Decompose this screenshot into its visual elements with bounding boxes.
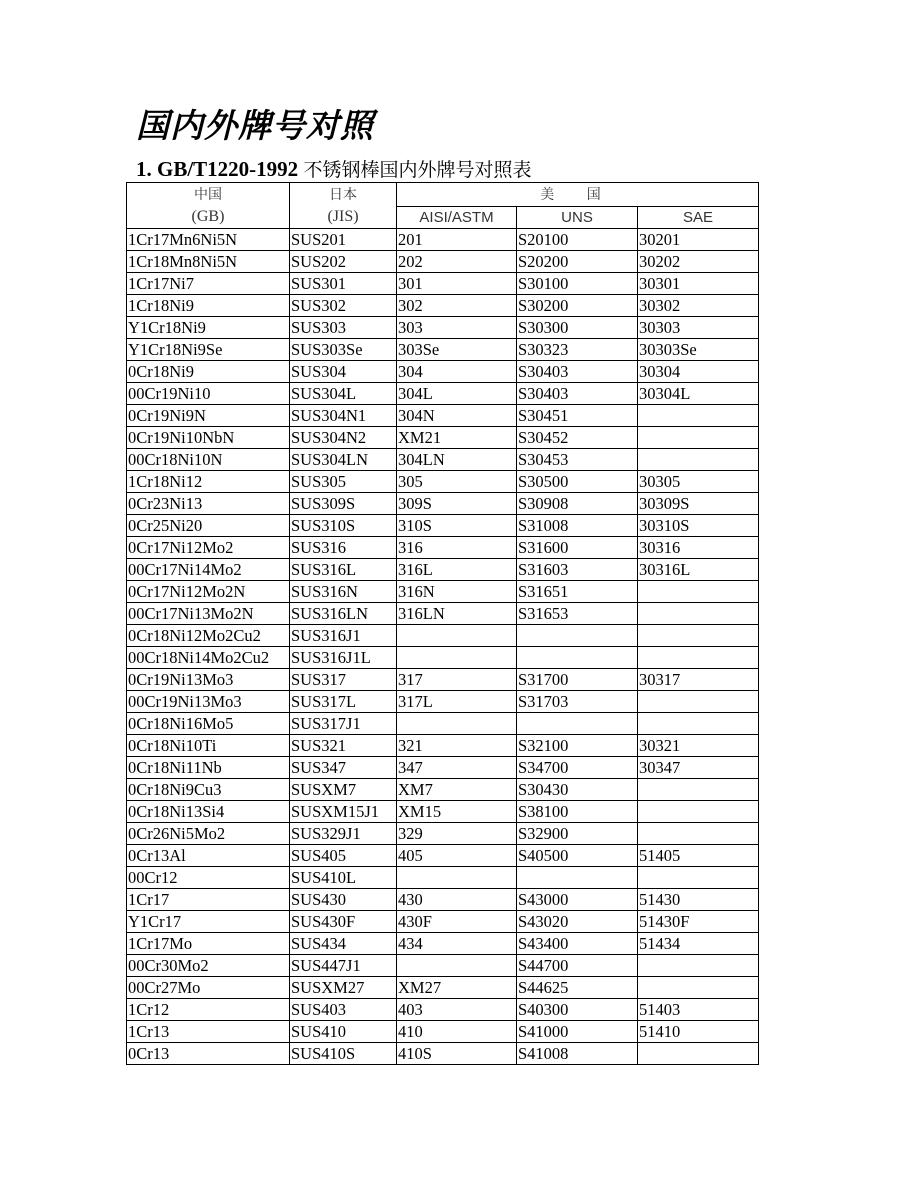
cell-jis: SUS447J1 [290,955,397,977]
cell-aisi: 301 [397,273,517,295]
cell-gb: 0Cr18Ni13Si4 [127,801,290,823]
cell-jis: SUS410S [290,1043,397,1065]
cell-gb: 0Cr18Ni10Ti [127,735,290,757]
cell-gb: 1Cr17Mn6Ni5N [127,229,290,251]
table-row [127,713,759,735]
cell-uns: S31008 [517,515,638,537]
header-japan [290,183,397,229]
cell-aisi: 303 [397,317,517,339]
cell-sae [638,647,759,669]
table-row [127,361,759,383]
cell-uns: S32100 [517,735,638,757]
cell-aisi: 316 [397,537,517,559]
cell-sae: 30347 [638,757,759,779]
table-row [127,669,759,691]
cell-uns: S30451 [517,405,638,427]
cell-jis: SUSXM7 [290,779,397,801]
cell-gb: 0Cr18Ni9 [127,361,290,383]
cell-uns: S30200 [517,295,638,317]
cell-aisi: 430 [397,889,517,911]
cell-jis: SUS309S [290,493,397,515]
table-row [127,867,759,889]
table-header [127,183,759,229]
cell-jis: SUS305 [290,471,397,493]
cell-uns: S20200 [517,251,638,273]
cell-uns [517,625,638,647]
cell-aisi: 302 [397,295,517,317]
cell-sae: 51410 [638,1021,759,1043]
cell-aisi: 430F [397,911,517,933]
cell-sae: 51405 [638,845,759,867]
cell-uns: S30403 [517,383,638,405]
cell-uns: S40500 [517,845,638,867]
cell-sae: 30316 [638,537,759,559]
cell-gb: 0Cr18Ni16Mo5 [127,713,290,735]
cell-jis: SUS329J1 [290,823,397,845]
cell-uns: S30430 [517,779,638,801]
cell-sae [638,867,759,889]
header-usa-name: 美 国 [540,187,615,203]
cell-gb: 00Cr17Ni13Mo2N [127,603,290,625]
table-caption-text: 不锈钢棒国内外牌号对照表 [303,159,532,181]
cell-uns: S30453 [517,449,638,471]
cell-jis: SUS321 [290,735,397,757]
table-row [127,735,759,757]
cell-gb: Y1Cr18Ni9Se [127,339,290,361]
cell-sae: 30304 [638,361,759,383]
cell-aisi: 316LN [397,603,517,625]
cell-uns: S40300 [517,999,638,1021]
table-row [127,691,759,713]
table-row [127,559,759,581]
cell-sae: 51403 [638,999,759,1021]
cell-jis: SUS316N [290,581,397,603]
cell-jis: SUS304 [290,361,397,383]
table-row [127,1021,759,1043]
cell-aisi: 304N [397,405,517,427]
cell-jis: SUS316 [290,537,397,559]
cell-sae: 30302 [638,295,759,317]
cell-sae: 30202 [638,251,759,273]
cell-aisi: 403 [397,999,517,1021]
header-china [127,183,290,229]
cell-sae [638,581,759,603]
table-row [127,801,759,823]
cell-jis: SUSXM27 [290,977,397,999]
cell-gb: 1Cr17 [127,889,290,911]
table-row [127,449,759,471]
cell-aisi: 316N [397,581,517,603]
table-row [127,405,759,427]
cell-aisi: 434 [397,933,517,955]
cell-sae: 30305 [638,471,759,493]
cell-sae [638,405,759,427]
cell-sae [638,449,759,471]
cell-uns: S43020 [517,911,638,933]
cell-jis: SUS434 [290,933,397,955]
cell-gb: 00Cr30Mo2 [127,955,290,977]
grade-comparison-table [126,182,759,1065]
cell-aisi: 304 [397,361,517,383]
header-china-code: (GB) [191,207,225,225]
cell-aisi [397,713,517,735]
header-japan-name: 日本 [329,186,357,203]
cell-uns: S31653 [517,603,638,625]
cell-aisi: 321 [397,735,517,757]
cell-aisi: XM21 [397,427,517,449]
cell-sae: 30309S [638,493,759,515]
cell-aisi [397,647,517,669]
cell-sae [638,691,759,713]
cell-aisi: 316L [397,559,517,581]
cell-jis: SUS301 [290,273,397,295]
cell-gb: 0Cr18Ni12Mo2Cu2 [127,625,290,647]
cell-uns: S32900 [517,823,638,845]
table-row [127,295,759,317]
cell-gb: 0Cr18Ni9Cu3 [127,779,290,801]
cell-uns: S30500 [517,471,638,493]
table-row [127,999,759,1021]
cell-gb: 00Cr27Mo [127,977,290,999]
table-row [127,823,759,845]
cell-sae [638,823,759,845]
cell-uns: S44700 [517,955,638,977]
cell-aisi [397,867,517,889]
cell-uns: S30908 [517,493,638,515]
cell-uns: S31703 [517,691,638,713]
cell-uns: S31600 [517,537,638,559]
cell-aisi: 329 [397,823,517,845]
cell-aisi: 410S [397,1043,517,1065]
cell-jis: SUS403 [290,999,397,1021]
cell-aisi: XM15 [397,801,517,823]
table-row [127,757,759,779]
cell-sae: 30310S [638,515,759,537]
table-row [127,1043,759,1065]
table-row [127,229,759,251]
cell-aisi [397,625,517,647]
cell-gb: 0Cr18Ni11Nb [127,757,290,779]
header-japan-code: (JIS) [327,207,359,225]
cell-jis: SUS405 [290,845,397,867]
table-row [127,977,759,999]
cell-uns: S30403 [517,361,638,383]
cell-aisi: 201 [397,229,517,251]
cell-jis: SUS316L [290,559,397,581]
cell-gb: 0Cr17Ni12Mo2N [127,581,290,603]
table-row [127,251,759,273]
cell-gb: 00Cr17Ni14Mo2 [127,559,290,581]
cell-sae: 30201 [638,229,759,251]
cell-sae: 51434 [638,933,759,955]
cell-gb: Y1Cr18Ni9 [127,317,290,339]
cell-uns: S41000 [517,1021,638,1043]
cell-uns: S43000 [517,889,638,911]
cell-uns: S31651 [517,581,638,603]
cell-gb: Y1Cr17 [127,911,290,933]
table-row [127,933,759,955]
cell-gb: 1Cr18Ni12 [127,471,290,493]
cell-sae [638,625,759,647]
cell-aisi: XM27 [397,977,517,999]
cell-uns: S30100 [517,273,638,295]
cell-sae: 51430 [638,889,759,911]
table-caption [136,155,531,184]
cell-jis: SUS347 [290,757,397,779]
cell-jis: SUS304LN [290,449,397,471]
cell-gb: 0Cr19Ni10NbN [127,427,290,449]
cell-gb: 00Cr19Ni13Mo3 [127,691,290,713]
cell-uns [517,867,638,889]
cell-uns: S44625 [517,977,638,999]
table-row [127,603,759,625]
cell-jis: SUS317J1 [290,713,397,735]
header-sae: SAE [638,207,759,229]
cell-uns: S30300 [517,317,638,339]
cell-jis: SUS304N1 [290,405,397,427]
cell-jis: SUS303Se [290,339,397,361]
cell-uns: S41008 [517,1043,638,1065]
table-row [127,427,759,449]
cell-sae: 30303 [638,317,759,339]
table-row [127,537,759,559]
cell-jis: SUS430F [290,911,397,933]
table-row [127,779,759,801]
table-caption-number: 1. GB/T1220-1992 [136,157,299,181]
cell-sae: 30303Se [638,339,759,361]
table-row [127,339,759,361]
cell-jis: SUS316J1L [290,647,397,669]
cell-jis: SUS202 [290,251,397,273]
table-row [127,955,759,977]
header-uns: UNS [517,207,638,229]
cell-gb: 1Cr17Ni7 [127,273,290,295]
header-usa [397,183,759,207]
cell-uns: S43400 [517,933,638,955]
cell-jis: SUS410 [290,1021,397,1043]
cell-sae [638,955,759,977]
table-row [127,273,759,295]
table-row [127,581,759,603]
cell-gb: 0Cr13Al [127,845,290,867]
cell-gb: 0Cr26Ni5Mo2 [127,823,290,845]
table-row [127,493,759,515]
cell-sae [638,1043,759,1065]
cell-aisi: 304L [397,383,517,405]
cell-aisi: 310S [397,515,517,537]
cell-aisi: 202 [397,251,517,273]
cell-jis: SUS310S [290,515,397,537]
cell-gb: 0Cr19Ni9N [127,405,290,427]
cell-sae [638,713,759,735]
cell-jis: SUS317 [290,669,397,691]
cell-sae [638,801,759,823]
cell-uns [517,713,638,735]
cell-sae: 51430F [638,911,759,933]
cell-jis: SUS316LN [290,603,397,625]
table-row [127,647,759,669]
cell-jis: SUSXM15J1 [290,801,397,823]
cell-sae: 30304L [638,383,759,405]
cell-gb: 1Cr18Mn8Ni5N [127,251,290,273]
cell-sae: 30316L [638,559,759,581]
cell-uns: S20100 [517,229,638,251]
cell-uns [517,647,638,669]
cell-sae: 30301 [638,273,759,295]
table-row [127,383,759,405]
cell-uns: S38100 [517,801,638,823]
cell-sae [638,779,759,801]
cell-aisi: 317L [397,691,517,713]
cell-sae [638,977,759,999]
cell-aisi: 305 [397,471,517,493]
cell-uns: S31603 [517,559,638,581]
cell-aisi: 309S [397,493,517,515]
cell-aisi: 303Se [397,339,517,361]
header-china-name: 中国 [194,186,222,203]
cell-jis: SUS201 [290,229,397,251]
table-row [127,625,759,647]
cell-gb: 00Cr18Ni14Mo2Cu2 [127,647,290,669]
cell-gb: 00Cr19Ni10 [127,383,290,405]
cell-gb: 0Cr19Ni13Mo3 [127,669,290,691]
cell-uns: S34700 [517,757,638,779]
cell-sae [638,603,759,625]
cell-gb: 00Cr18Ni10N [127,449,290,471]
table-row [127,845,759,867]
cell-aisi [397,955,517,977]
cell-gb: 0Cr25Ni20 [127,515,290,537]
cell-gb: 00Cr12 [127,867,290,889]
table-row [127,515,759,537]
cell-gb: 0Cr23Ni13 [127,493,290,515]
cell-jis: SUS410L [290,867,397,889]
cell-gb: 1Cr18Ni9 [127,295,290,317]
cell-aisi: 410 [397,1021,517,1043]
cell-jis: SUS304L [290,383,397,405]
cell-gb: 0Cr13 [127,1043,290,1065]
cell-aisi: 304LN [397,449,517,471]
cell-gb: 1Cr17Mo [127,933,290,955]
table-body [127,229,759,1065]
cell-uns: S30323 [517,339,638,361]
table-row [127,889,759,911]
cell-jis: SUS317L [290,691,397,713]
cell-jis: SUS303 [290,317,397,339]
cell-jis: SUS304N2 [290,427,397,449]
cell-sae [638,427,759,449]
cell-jis: SUS316J1 [290,625,397,647]
header-aisi: AISI/ASTM [397,207,517,229]
page-title: 国内外牌号对照 [136,106,374,145]
cell-gb: 1Cr13 [127,1021,290,1043]
cell-sae: 30317 [638,669,759,691]
cell-uns: S31700 [517,669,638,691]
cell-jis: SUS302 [290,295,397,317]
cell-gb: 1Cr12 [127,999,290,1021]
cell-aisi: 317 [397,669,517,691]
cell-sae: 30321 [638,735,759,757]
table-row [127,911,759,933]
cell-gb: 0Cr17Ni12Mo2 [127,537,290,559]
table-row [127,471,759,493]
table-row [127,317,759,339]
cell-uns: S30452 [517,427,638,449]
cell-aisi: XM7 [397,779,517,801]
cell-jis: SUS430 [290,889,397,911]
cell-aisi: 405 [397,845,517,867]
cell-aisi: 347 [397,757,517,779]
